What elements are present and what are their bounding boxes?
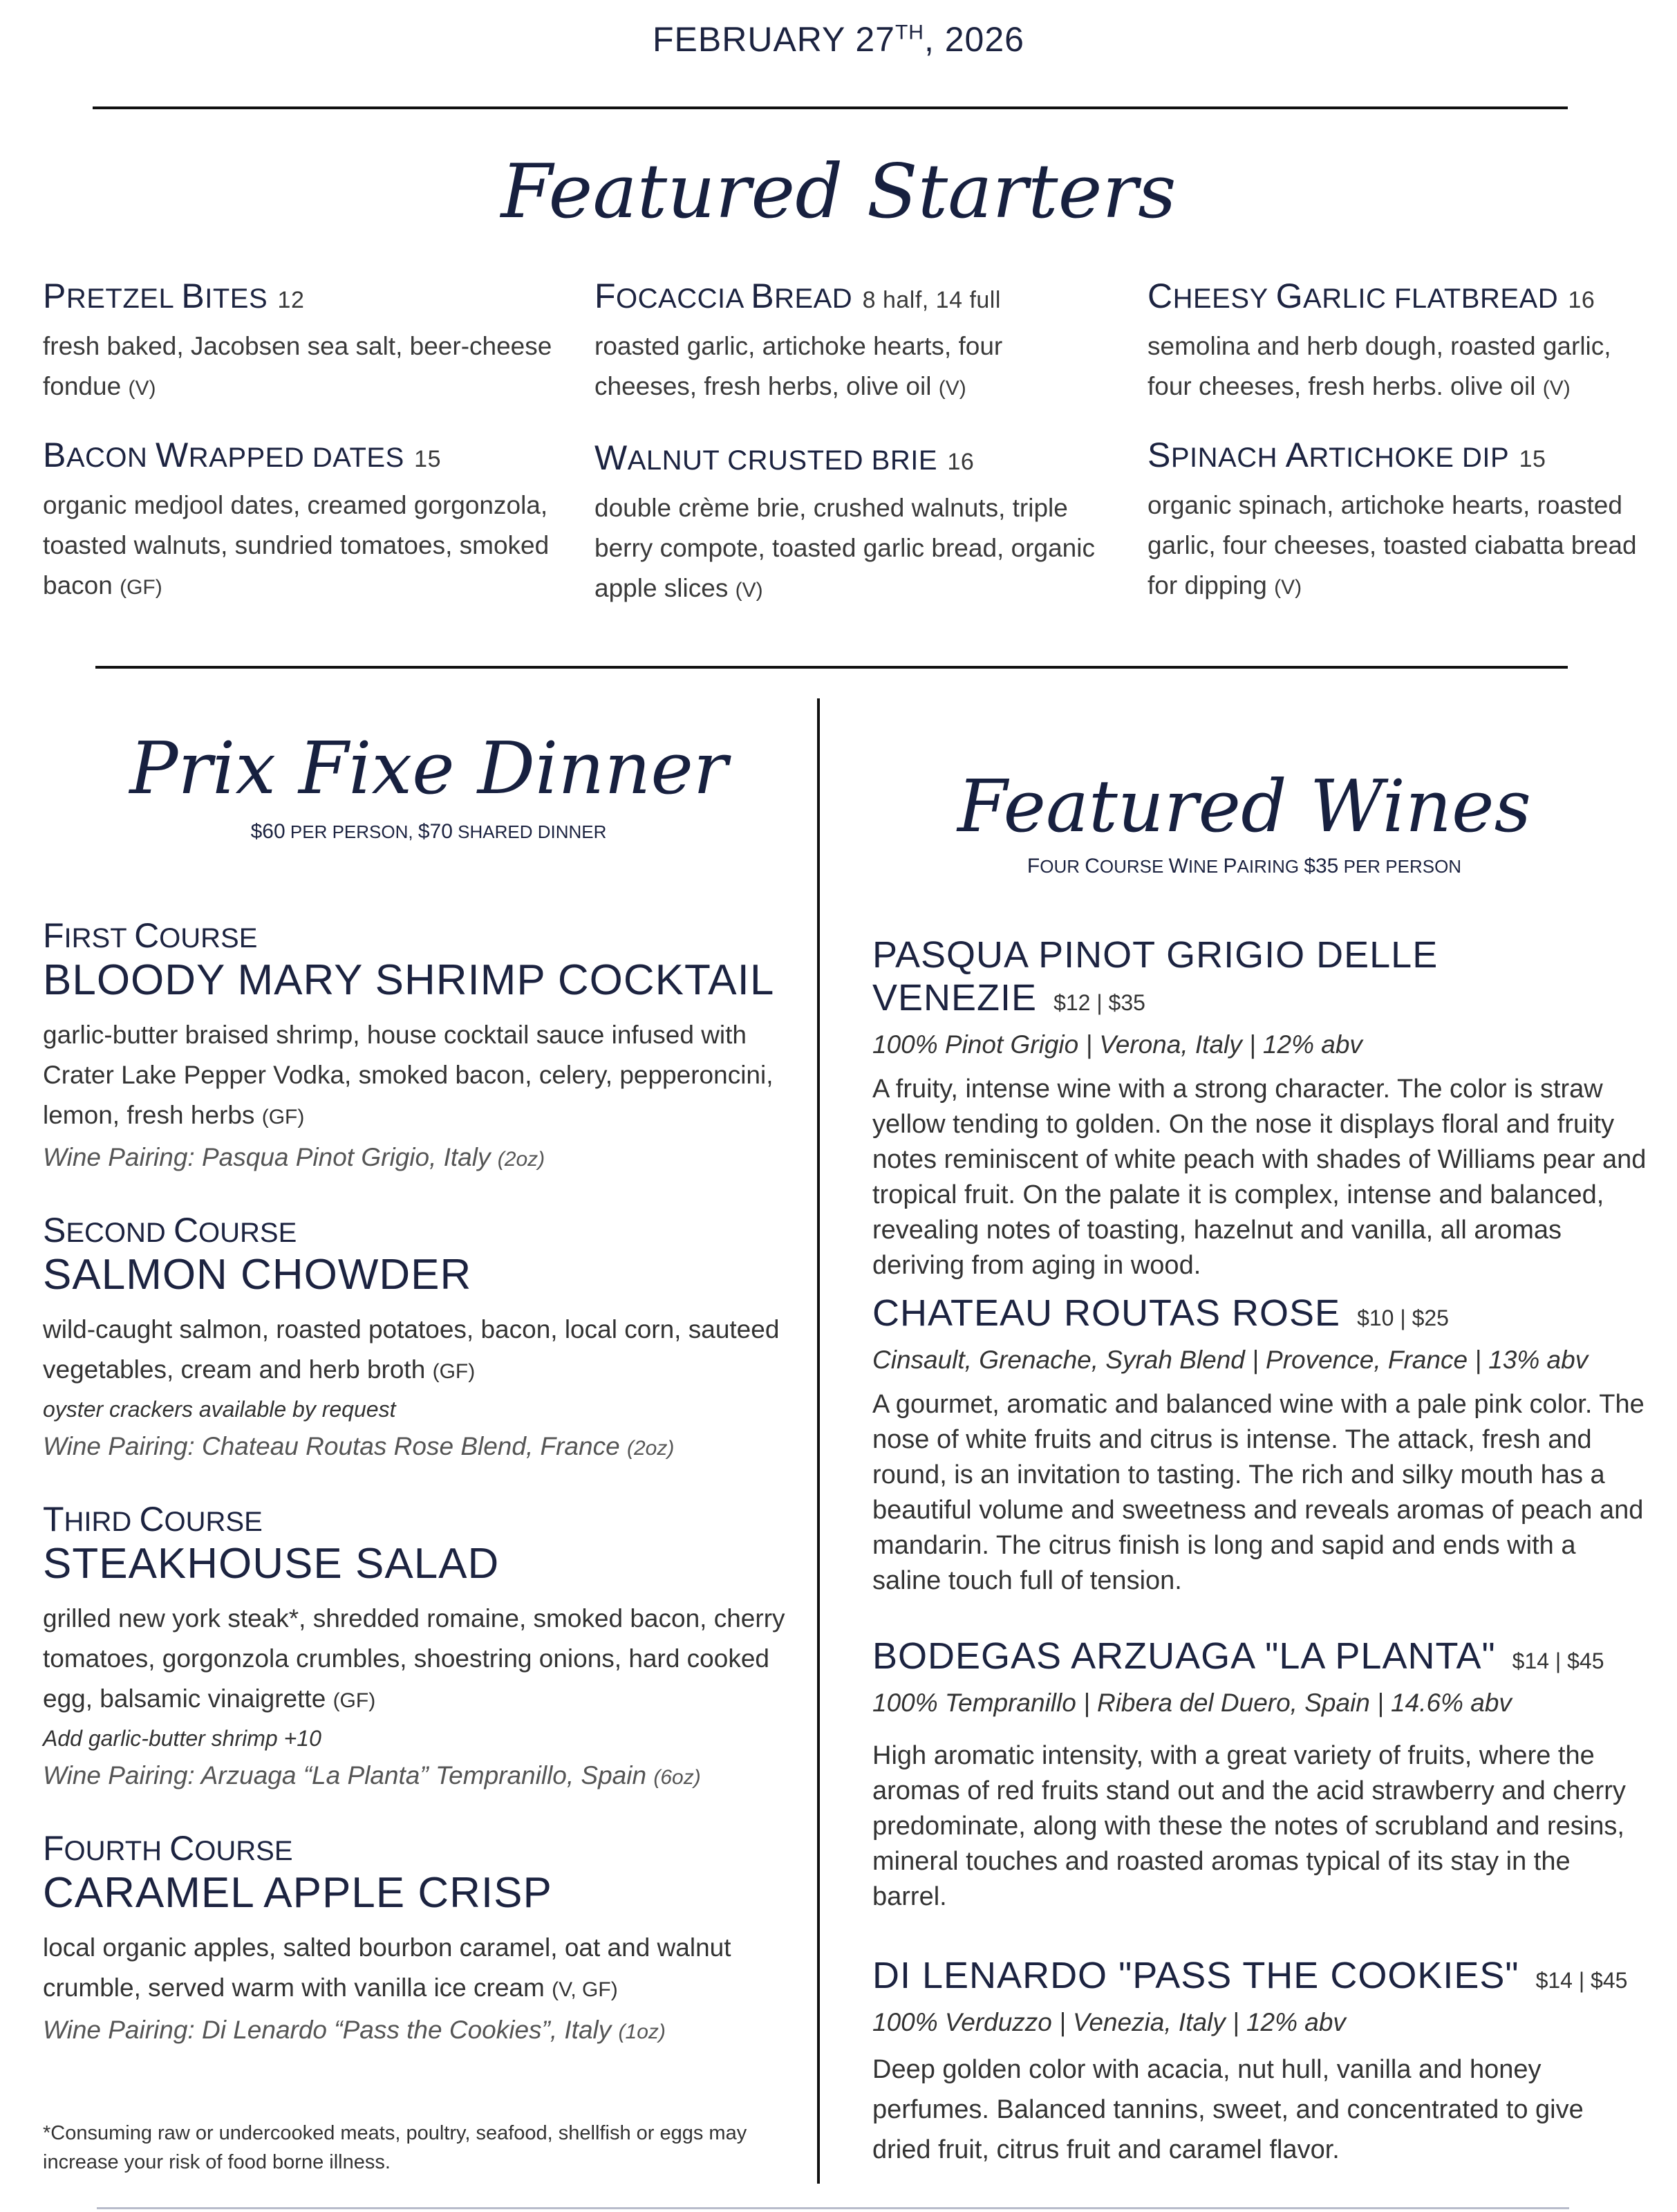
course-description: local organic apples, salted bourbon caramel, oat and walnut crumble, served warm with vanilla ice cream (V, GF) — [43, 1933, 731, 2002]
course-description: garlic-butter braised shrimp, house cocktail sauce infused with Crater Lake Pepper Vodka, smoked bacon, celery, pepperoncini, lemon, fresh herbs (GF) — [43, 1021, 774, 1129]
wines-title: Featured Wines — [957, 764, 1531, 848]
starter-name: BACON WRAPPED DATES 15 — [43, 436, 441, 474]
wine-item — [872, 1292, 1647, 1599]
wines-pairing-subtitle: FOUR COURSE WINE PAIRING $35 PER PERSON — [1027, 855, 1462, 877]
course-note: Add garlic-butter shrimp +10 — [43, 1726, 321, 1751]
course-label: THIRD COURSE — [43, 1500, 263, 1539]
course-description: wild-caught salmon, roasted potatoes, bacon, local corn, sauteed vegetables, cream and herb broth (GF) — [43, 1315, 780, 1384]
wine-description: A fruity, intense wine with a strong character. The color is straw yellow tending to golden. On the nose it displays floral and fruity notes reminiscent of white peach with shades of Williams pear and tropical fruit. On the palate it is complex, intense and balanced, revealing notes of toasting, hazelnut and vanilla, all aromas deriving from aging in wood. — [872, 1075, 1647, 1280]
starter-price: 12 — [277, 287, 305, 313]
wine-name: CHATEAU ROUTAS ROSE — [872, 1292, 1341, 1334]
column-divider — [817, 698, 820, 2184]
starter-name: SPINACH ARTICHOKE DIP 15 — [1147, 436, 1546, 474]
starter-description: roasted garlic, artichoke hearts, four cheeses, fresh herbs, olive oil (V) — [594, 332, 1003, 400]
starter-name: CHEESY GARLIC FLATBREAD 16 — [1147, 277, 1595, 315]
starter-price: 16 — [947, 449, 975, 475]
starter-description: organic spinach, artichoke hearts, roasted garlic, four cheeses, toasted ciabatta bread for dipping (V) — [1147, 491, 1637, 600]
starter-item — [43, 434, 554, 608]
wine-name: PASQUA PINOT GRIGIO DELLE VENEZIE — [872, 934, 1439, 1019]
wine-item — [872, 1954, 1647, 2170]
starter-item — [1147, 275, 1659, 409]
starter-name: FOCACCIA BREAD 8 half, 14 full — [594, 277, 1001, 315]
menu-date: FEBRUARY 27TH, 2026 — [653, 20, 1024, 59]
bottom-divider — [97, 2207, 1569, 2209]
starter-item — [594, 437, 1106, 611]
course-note: oyster crackers available by request — [43, 1397, 396, 1422]
course-list — [43, 916, 789, 2052]
wine-pairing: Wine Pairing: Chateau Routas Rose Blend, France (2oz) — [43, 1432, 675, 1460]
starter-description: semolina and herb dough, roasted garlic, four cheeses, fresh herbs. olive oil (V) — [1147, 332, 1611, 400]
wine-details: Cinsault, Grenache, Syrah Blend | Provence, France | 13% abv — [872, 1346, 1589, 1374]
wine-item — [872, 933, 1647, 1283]
starter-item — [43, 275, 554, 409]
wine-item — [872, 1635, 1647, 1915]
starter-description: fresh baked, Jacobsen sea salt, beer-cheese fondue (V) — [43, 332, 552, 400]
wine-pairing: Wine Pairing: Pasqua Pinot Grigio, Italy (2oz) — [43, 1143, 545, 1171]
course-item — [43, 1210, 789, 1469]
course-item — [43, 1828, 789, 2052]
wine-description: A gourmet, aromatic and balanced wine with a pale pink color. The nose of white fruits and citrus is intense. The attack, fresh and round, is an invitation to tasting. The rich and silky mouth has a beautiful volume and sweetness and reveals aromas of peach and mandarin. The citrus finish is long and sapid and ends with a saline touch full of tension. — [872, 1390, 1645, 1595]
course-label: FOURTH COURSE — [43, 1829, 293, 1868]
course-description: grilled new york steak*, shredded romaine, smoked bacon, cherry tomatoes, gorgonzola crumbles, shoestring onions, hard cooked egg, balsamic vinaigrette (GF) — [43, 1604, 785, 1713]
starter-description: double crème brie, crushed walnuts, triple berry compote, toasted garlic bread, organic apple slices (V) — [594, 494, 1095, 602]
wine-details: 100% Verduzzo | Venezia, Italy | 12% abv — [872, 2008, 1346, 2036]
starter-item — [594, 275, 1106, 409]
course-item — [43, 1499, 789, 1798]
course-label: FIRST COURSE — [43, 916, 258, 955]
wine-price: $12 | $35 — [1053, 990, 1145, 1015]
course-dish: CARAMEL APPLE CRISP — [43, 1869, 552, 1917]
starters-title: Featured Starters — [500, 149, 1177, 235]
wine-price: $10 | $25 — [1357, 1305, 1449, 1330]
starter-price: 8 half, 14 full — [862, 287, 1001, 313]
wine-details: 100% Pinot Grigio | Verona, Italy | 12% abv — [872, 1030, 1362, 1059]
wine-pairing: Wine Pairing: Di Lenardo “Pass the Cookies”, Italy (1oz) — [43, 2016, 666, 2044]
wine-description: High aromatic intensity, with a great variety of fruits, where the aromas of red fruits stand out and the acid strawberry and cherry predominate, along with these the notes of scrubland and resins, mineral touches and roasted aromas typical of its stay in the barrel. — [872, 1741, 1626, 1911]
course-item — [43, 916, 789, 1180]
wine-details: 100% Tempranillo | Ribera del Duero, Spain | 14.6% abv — [872, 1689, 1512, 1717]
course-dish: BLOODY MARY SHRIMP COCKTAIL — [43, 956, 775, 1004]
course-label: SECOND COURSE — [43, 1211, 297, 1249]
starter-price: 15 — [414, 446, 441, 472]
wine-name: DI LENARDO "PASS THE COOKIES" — [872, 1955, 1519, 1996]
starter-price: 16 — [1568, 287, 1595, 313]
wine-pairing: Wine Pairing: Arzuaga “La Planta” Tempranillo, Spain (6oz) — [43, 1761, 701, 1790]
wine-price: $14 | $45 — [1512, 1648, 1604, 1673]
wine-name: BODEGAS ARZUAGA "LA PLANTA" — [872, 1635, 1496, 1677]
starter-price: 15 — [1519, 446, 1546, 472]
starter-item — [1147, 434, 1659, 608]
starter-name: WALNUT CRUSTED BRIE 16 — [594, 438, 975, 477]
prix-fixe-pricing: $60 PER PERSON, $70 SHARED DINNER — [250, 820, 607, 843]
wine-price: $14 | $45 — [1535, 1968, 1628, 1993]
middle-divider — [95, 666, 1568, 669]
prix-fixe-title: Prix Fixe Dinner — [129, 726, 728, 810]
starter-name: PRETZEL BITES 12 — [43, 277, 305, 315]
course-dish: STEAKHOUSE SALAD — [43, 1540, 500, 1588]
course-dish: SALMON CHOWDER — [43, 1251, 472, 1299]
starter-description: organic medjool dates, creamed gorgonzola, toasted walnuts, sundried tomatoes, smoked bacon (GF) — [43, 491, 550, 600]
top-divider — [93, 106, 1568, 109]
wine-description: Deep golden color with acacia, nut hull, vanilla and honey perfumes. Balanced tannins, sweet, and concentrated to give dried fruit, citrus fruit and caramel flavor. — [872, 2055, 1584, 2164]
food-safety-footnote: *Consuming raw or undercooked meats, poultry, seafood, shellfish or eggs may increase your risk of food borne illness. — [43, 2122, 747, 2173]
